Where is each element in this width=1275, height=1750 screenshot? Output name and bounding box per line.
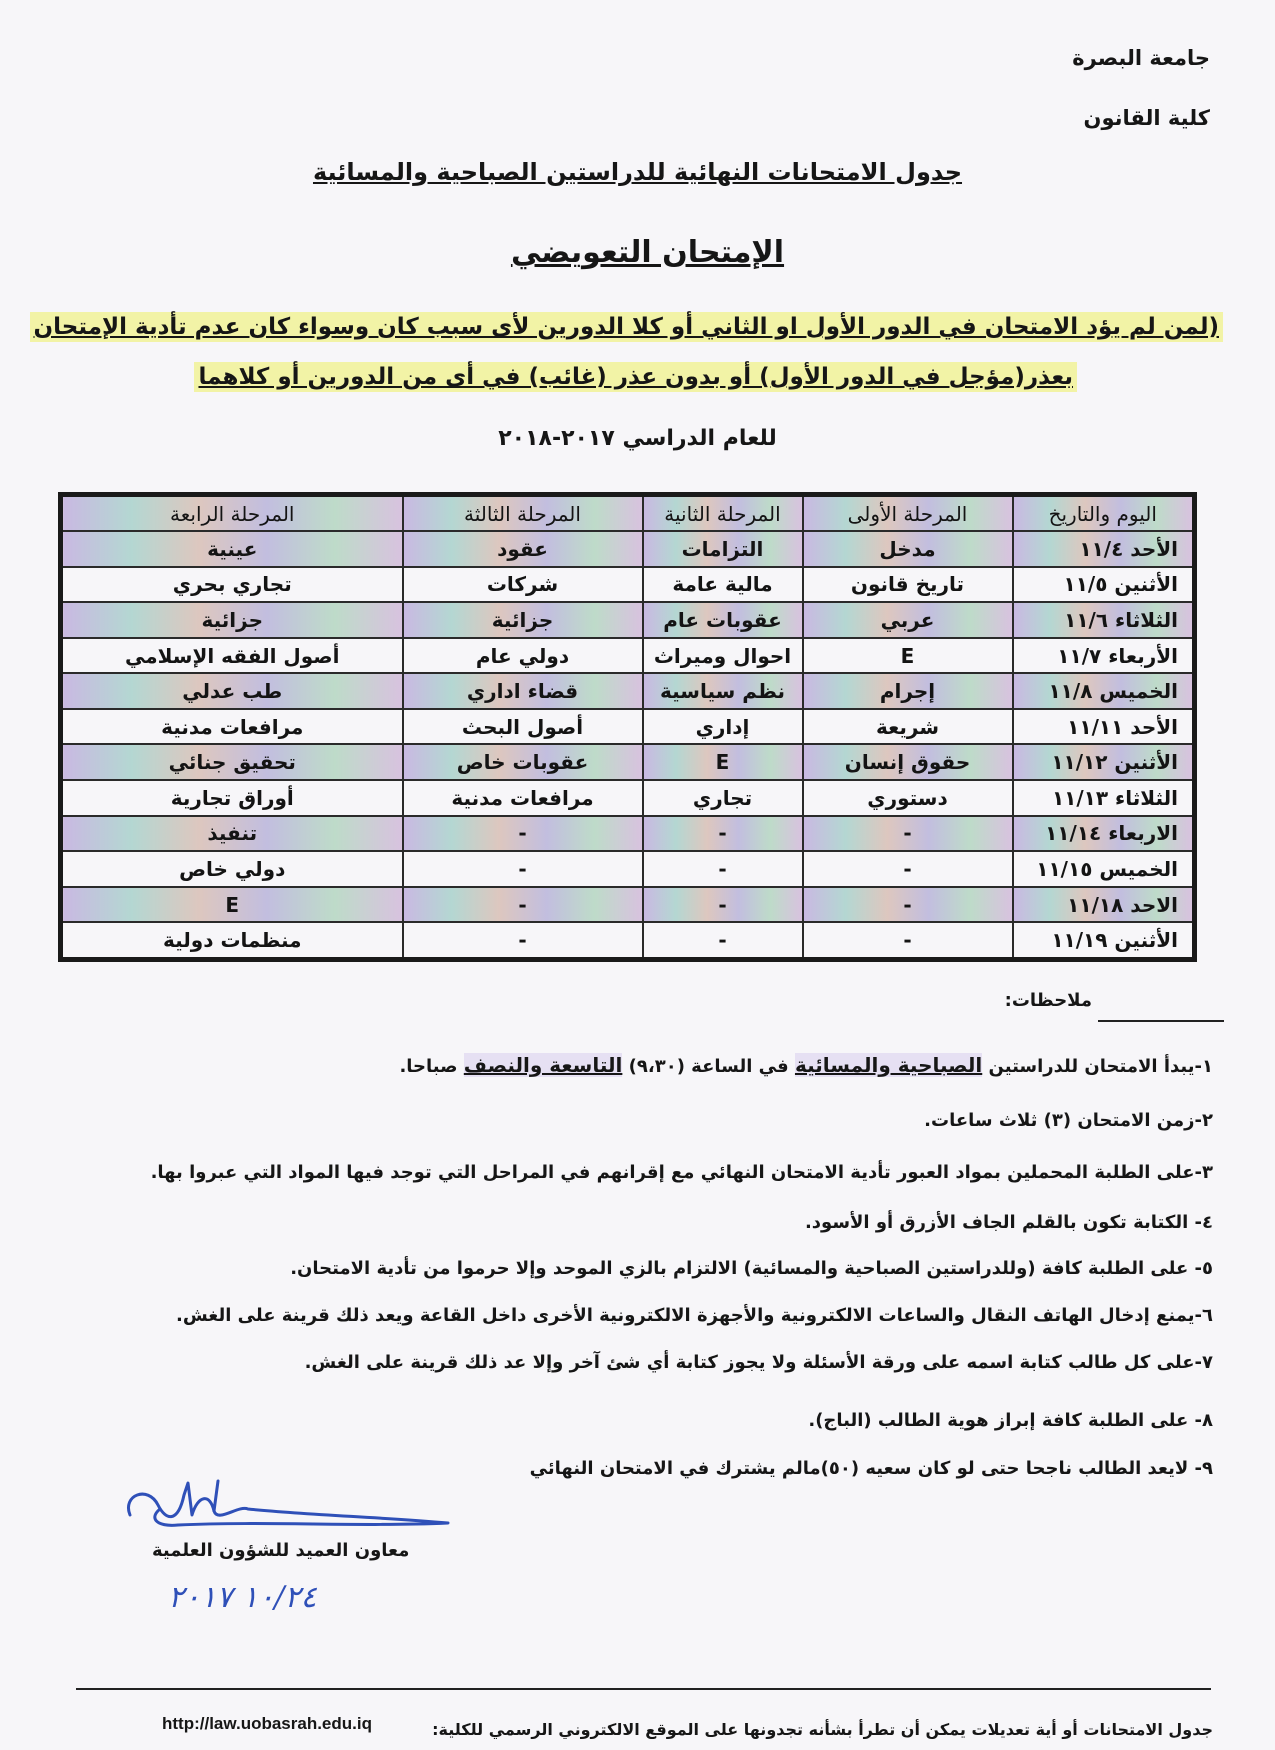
cell-stage-1: شريعة [803, 709, 1013, 745]
cell-date: الأثنين ١١/٥ [1013, 567, 1195, 603]
eligibility-note-line1: (لمن لم يؤد الامتحان في الدور الأول او الثاني أو كلا الدورين لأى سبب كان وسواء كان عدم تأدية الإمتحان [30, 312, 1224, 342]
cell-stage-1: تاريخ قانون [803, 567, 1013, 603]
cell-stage-3: - [403, 816, 643, 852]
cell-date: الخميس ١١/٨ [1013, 673, 1195, 709]
cell-stage-4: منظمات دولية [61, 922, 403, 959]
header-stage-1: المرحلة الأولى [803, 495, 1013, 532]
footer-note: جدول الامتحانات أو أية تعديلات يمكن أن تطرأ بشأنه تجدونها على الموقع الالكتروني الرسمي للكلية: [432, 1720, 1213, 1739]
note-1-prefix: ١-يبدأ الامتحان للدراستين [988, 1056, 1213, 1077]
header-stage-2: المرحلة الثانية [643, 495, 803, 532]
cell-stage-4: تحقيق جنائي [61, 744, 403, 780]
cell-stage-1: عربي [803, 602, 1013, 638]
cell-stage-1: - [803, 887, 1013, 923]
cell-date: الأحد ١١/٤ [1013, 531, 1195, 567]
faculty-name: كلية القانون [1083, 106, 1210, 130]
cell-date: الأربعاء ١١/٧ [1013, 638, 1195, 674]
university-name: جامعة البصرة [1072, 46, 1210, 70]
cell-stage-2: التزامات [643, 531, 803, 567]
table-row [61, 709, 1195, 745]
cell-stage-4: جزائية [61, 602, 403, 638]
signature-handwritten-date: ١٠/٢٤ ٢٠١٧ [168, 1580, 317, 1615]
cell-stage-1: - [803, 922, 1013, 959]
cell-stage-1: E [803, 638, 1013, 674]
table-row [61, 638, 1195, 674]
faculty-website-link[interactable]: http://law.uobasrah.edu.iq [162, 1714, 372, 1733]
cell-stage-3: - [403, 887, 643, 923]
note-1-highlight-time: التاسعة والنصف [463, 1053, 623, 1077]
cell-date: الأثنين ١١/١٩ [1013, 922, 1195, 959]
note-2: ٢-زمن الامتحان (٣) ثلاث ساعات. [924, 1110, 1213, 1131]
cell-stage-1: دستوري [803, 780, 1013, 816]
footer-rule [76, 1688, 1211, 1690]
table-row [61, 780, 1195, 816]
note-9: ٩- لايعد الطالب ناجحا حتى لو كان سعيه (٥٠)مالم يشترك في الامتحان النهائي [529, 1458, 1213, 1479]
table-row [61, 851, 1195, 887]
table-header-row [61, 495, 1195, 532]
cell-stage-4: أصول الفقه الإسلامي [61, 638, 403, 674]
note-3: ٣-على الطلبة المحملين بمواد العبور تأدية الامتحان النهائي مع إقرانهم في المراحل التي توجد فيها المواد التي عبروا بها. [150, 1162, 1213, 1183]
cell-stage-2: - [643, 922, 803, 959]
cell-date: الثلاثاء ١١/٦ [1013, 602, 1195, 638]
cell-stage-3: عقوبات خاص [403, 744, 643, 780]
schedule-title [0, 158, 1275, 186]
cell-stage-2: مالية عامة [643, 567, 803, 603]
cell-stage-3: دولي عام [403, 638, 643, 674]
table-row [61, 602, 1195, 638]
table-row [61, 744, 1195, 780]
cell-date: الاربعاء ١١/١٤ [1013, 816, 1195, 852]
header-stage-4: المرحلة الرابعة [61, 495, 403, 532]
notes-heading: ملاحظات: [1004, 990, 1092, 1011]
cell-stage-4: أوراق تجارية [61, 780, 403, 816]
table-row [61, 673, 1195, 709]
signature-title: معاون العميد للشؤون العلمية [152, 1540, 410, 1561]
exam-schedule-table [58, 492, 1197, 962]
cell-stage-4: مرافعات مدنية [61, 709, 403, 745]
cell-stage-1: حقوق إنسان [803, 744, 1013, 780]
cell-date: الخميس ١١/١٥ [1013, 851, 1195, 887]
note-7: ٧-على كل طالب كتابة اسمه على ورقة الأسئلة ولا يجوز كتابة أي شئ آخر وإلا عد ذلك قرينة على الغش. [304, 1352, 1213, 1373]
cell-stage-4: تجاري بحري [61, 567, 403, 603]
cell-stage-2: - [643, 816, 803, 852]
signature-scribble [118, 1475, 458, 1545]
cell-stage-4: دولي خاص [61, 851, 403, 887]
table-body [61, 531, 1195, 960]
cell-stage-4: تنفيذ [61, 816, 403, 852]
cell-stage-2: - [643, 851, 803, 887]
cell-stage-4: عينية [61, 531, 403, 567]
cell-stage-4: طب عدلي [61, 673, 403, 709]
cell-stage-2: احوال وميراث [643, 638, 803, 674]
note-4: ٤- الكتابة تكون بالقلم الجاف الأزرق أو الأسود. [804, 1212, 1213, 1233]
note-1-suffix: صباحا. [399, 1056, 458, 1077]
note-1-middle: في الساعة (٩،٣٠) [628, 1056, 789, 1077]
cell-stage-1: - [803, 816, 1013, 852]
cell-stage-2: إداري [643, 709, 803, 745]
cell-stage-3: - [403, 922, 643, 959]
cell-stage-3: - [403, 851, 643, 887]
cell-date: الثلاثاء ١١/١٣ [1013, 780, 1195, 816]
schedule-title-text: جدول الامتحانات النهائية للدراستين الصباحية والمسائية [312, 158, 963, 186]
cell-stage-4: E [61, 887, 403, 923]
note-8: ٨- على الطلبة كافة إبراز هوية الطالب (الباج). [808, 1410, 1213, 1431]
cell-date: الأحد ١١/١١ [1013, 709, 1195, 745]
eligibility-note-line2: بعذر(مؤجل في الدور الأول) أو بدون عذر (غائب) في أى من الدورين أو كلاهما [194, 362, 1077, 392]
cell-stage-2: تجاري [643, 780, 803, 816]
cell-date: الاحد ١١/١٨ [1013, 887, 1195, 923]
cell-date: الأثنين ١١/١٢ [1013, 744, 1195, 780]
cell-stage-3: عقود [403, 531, 643, 567]
note-6: ٦-يمنع إدخال الهاتف النقال والساعات الالكترونية والأجهزة الالكترونية الأخرى داخل القاعة ويعد ذلك قرينة على الغش. [176, 1305, 1213, 1326]
cell-stage-2: نظم سياسية [643, 673, 803, 709]
header-stage-3: المرحلة الثالثة [403, 495, 643, 532]
cell-stage-1: مدخل [803, 531, 1013, 567]
note-1 [399, 1053, 1213, 1077]
cell-stage-3: جزائية [403, 602, 643, 638]
cell-stage-3: قضاء اداري [403, 673, 643, 709]
cell-stage-3: شركات [403, 567, 643, 603]
cell-stage-1: إجرام [803, 673, 1013, 709]
table-row [61, 567, 1195, 603]
cell-stage-1: - [803, 851, 1013, 887]
cell-stage-3: مرافعات مدنية [403, 780, 643, 816]
cell-stage-2: E [643, 744, 803, 780]
makeup-exam-title [0, 235, 1275, 270]
note-1-highlight-shifts: الصباحية والمسائية [794, 1053, 983, 1077]
cell-stage-2: عقوبات عام [643, 602, 803, 638]
note-5: ٥- على الطلبة كافة (وللدراستين الصباحية والمسائية) الالتزام بالزي الموحد وإلا حرموا من تأدية الامتحان. [290, 1258, 1213, 1279]
table-row [61, 887, 1195, 923]
cell-stage-3: أصول البحث [403, 709, 643, 745]
table-row [61, 816, 1195, 852]
table-row [61, 531, 1195, 567]
table-row [61, 922, 1195, 959]
makeup-exam-title-text: الإمتحان التعويضي [510, 235, 785, 270]
academic-year: للعام الدراسي ٢٠١٧-٢٠١٨ [498, 426, 777, 451]
header-day-date: اليوم والتاريخ [1013, 495, 1195, 532]
cell-stage-2: - [643, 887, 803, 923]
notes-heading-rule [1098, 1020, 1224, 1022]
